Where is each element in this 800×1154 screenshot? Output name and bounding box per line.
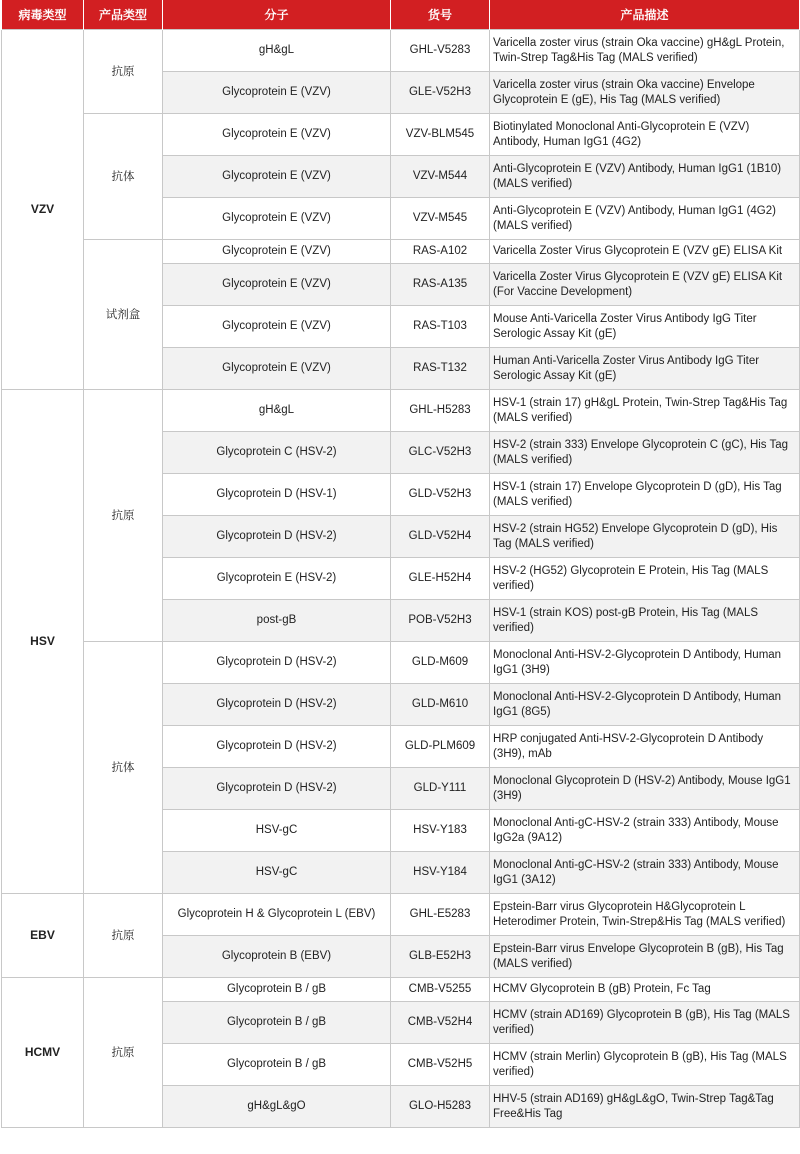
catalog-no-cell: POB-V52H3: [391, 600, 490, 642]
description-cell: Anti-Glycoprotein E (VZV) Antibody, Human IgG1 (4G2) (MALS verified): [490, 198, 800, 240]
molecule-cell: Glycoprotein E (VZV): [163, 114, 391, 156]
description-cell: HSV-1 (strain KOS) post-gB Protein, His Tag (MALS verified): [490, 600, 800, 642]
catalog-no-cell: RAS-T103: [391, 306, 490, 348]
molecule-cell: Glycoprotein E (VZV): [163, 240, 391, 264]
molecule-cell: Glycoprotein E (VZV): [163, 72, 391, 114]
catalog-no-cell: VZV-M544: [391, 156, 490, 198]
molecule-cell: gH&gL: [163, 390, 391, 432]
catalog-no-cell: GHL-E5283: [391, 894, 490, 936]
molecule-cell: HSV-gC: [163, 852, 391, 894]
description-cell: HSV-1 (strain 17) gH&gL Protein, Twin-Strep Tag&His Tag (MALS verified): [490, 390, 800, 432]
header-product-type: 产品类型: [84, 0, 163, 30]
description-cell: HRP conjugated Anti-HSV-2-Glycoprotein D Antibody (3H9), mAb: [490, 726, 800, 768]
catalog-no-cell: HSV-Y183: [391, 810, 490, 852]
description-cell: Monoclonal Anti-gC-HSV-2 (strain 333) Antibody, Mouse IgG1 (3A12): [490, 852, 800, 894]
description-cell: Varicella zoster virus (strain Oka vaccine) Envelope Glycoprotein E (gE), His Tag (MALS verified): [490, 72, 800, 114]
molecule-cell: Glycoprotein E (VZV): [163, 348, 391, 390]
description-cell: Varicella Zoster Virus Glycoprotein E (VZV gE) ELISA Kit: [490, 240, 800, 264]
header-catalog-no: 货号: [391, 0, 490, 30]
molecule-cell: Glycoprotein E (VZV): [163, 198, 391, 240]
molecule-cell: Glycoprotein D (HSV-2): [163, 516, 391, 558]
description-cell: Varicella Zoster Virus Glycoprotein E (VZV gE) ELISA Kit (For Vaccine Development): [490, 264, 800, 306]
description-cell: Epstein-Barr virus Glycoprotein H&Glycoprotein L Heterodimer Protein, Twin-Strep&His Tag (MALS verified): [490, 894, 800, 936]
molecule-cell: Glycoprotein H & Glycoprotein L (EBV): [163, 894, 391, 936]
molecule-cell: Glycoprotein D (HSV-2): [163, 726, 391, 768]
catalog-no-cell: RAS-A135: [391, 264, 490, 306]
catalog-no-cell: GHL-H5283: [391, 390, 490, 432]
catalog-no-cell: VZV-BLM545: [391, 114, 490, 156]
molecule-cell: Glycoprotein E (VZV): [163, 156, 391, 198]
catalog-no-cell: GLE-H52H4: [391, 558, 490, 600]
virus-type-cell: EBV: [2, 894, 84, 978]
molecule-cell: Glycoprotein B / gB: [163, 978, 391, 1002]
header-row: [2, 0, 800, 30]
molecule-cell: Glycoprotein E (VZV): [163, 264, 391, 306]
catalog-no-cell: GLE-V52H3: [391, 72, 490, 114]
description-cell: HSV-2 (HG52) Glycoprotein E Protein, His Tag (MALS verified): [490, 558, 800, 600]
molecule-cell: Glycoprotein D (HSV-2): [163, 642, 391, 684]
molecule-cell: gH&gL&gO: [163, 1086, 391, 1128]
description-cell: Monoclonal Anti-HSV-2-Glycoprotein D Antibody, Human IgG1 (8G5): [490, 684, 800, 726]
description-cell: HCMV Glycoprotein B (gB) Protein, Fc Tag: [490, 978, 800, 1002]
header-molecule: 分子: [163, 0, 391, 30]
catalog-no-cell: GLD-V52H3: [391, 474, 490, 516]
molecule-cell: HSV-gC: [163, 810, 391, 852]
description-cell: HSV-2 (strain HG52) Envelope Glycoprotein D (gD), His Tag (MALS verified): [490, 516, 800, 558]
catalog-no-cell: GLO-H5283: [391, 1086, 490, 1128]
catalog-no-cell: CMB-V5255: [391, 978, 490, 1002]
description-cell: HCMV (strain Merlin) Glycoprotein B (gB), His Tag (MALS verified): [490, 1044, 800, 1086]
product-type-cell: 抗原: [84, 30, 163, 114]
description-cell: Epstein-Barr virus Envelope Glycoprotein B (gB), His Tag (MALS verified): [490, 936, 800, 978]
description-cell: Biotinylated Monoclonal Anti-Glycoprotein E (VZV) Antibody, Human IgG1 (4G2): [490, 114, 800, 156]
description-cell: HSV-1 (strain 17) Envelope Glycoprotein D (gD), His Tag (MALS verified): [490, 474, 800, 516]
description-cell: Monoclonal Glycoprotein D (HSV-2) Antibody, Mouse IgG1 (3H9): [490, 768, 800, 810]
header-description: 产品描述: [490, 0, 800, 30]
catalog-no-cell: VZV-M545: [391, 198, 490, 240]
product-type-cell: 抗原: [84, 978, 163, 1128]
description-cell: HSV-2 (strain 333) Envelope Glycoprotein C (gC), His Tag (MALS verified): [490, 432, 800, 474]
product-type-cell: 试剂盒: [84, 240, 163, 390]
product-type-cell: 抗原: [84, 390, 163, 642]
table-row: [2, 240, 800, 264]
catalog-no-cell: CMB-V52H4: [391, 1002, 490, 1044]
product-type-cell: 抗原: [84, 894, 163, 978]
table-row: [2, 894, 800, 936]
virus-type-cell: HSV: [2, 390, 84, 894]
table-row: [2, 390, 800, 432]
molecule-cell: Glycoprotein B (EBV): [163, 936, 391, 978]
table-row: [2, 30, 800, 72]
catalog-no-cell: GLC-V52H3: [391, 432, 490, 474]
table-row: [2, 642, 800, 684]
table-body: [2, 30, 800, 1128]
description-cell: Monoclonal Anti-gC-HSV-2 (strain 333) Antibody, Mouse IgG2a (9A12): [490, 810, 800, 852]
virus-type-cell: VZV: [2, 30, 84, 390]
catalog-no-cell: GLD-Y111: [391, 768, 490, 810]
molecule-cell: post-gB: [163, 600, 391, 642]
description-cell: HHV-5 (strain AD169) gH&gL&gO, Twin-Strep Tag&Tag Free&His Tag: [490, 1086, 800, 1128]
table-row: [2, 978, 800, 1002]
molecule-cell: Glycoprotein C (HSV-2): [163, 432, 391, 474]
description-cell: HCMV (strain AD169) Glycoprotein B (gB), His Tag (MALS verified): [490, 1002, 800, 1044]
product-table: [1, 0, 800, 1128]
molecule-cell: Glycoprotein D (HSV-2): [163, 684, 391, 726]
molecule-cell: Glycoprotein E (HSV-2): [163, 558, 391, 600]
catalog-no-cell: GLB-E52H3: [391, 936, 490, 978]
molecule-cell: gH&gL: [163, 30, 391, 72]
description-cell: Varicella zoster virus (strain Oka vaccine) gH&gL Protein, Twin-Strep Tag&His Tag (MALS verified): [490, 30, 800, 72]
description-cell: Anti-Glycoprotein E (VZV) Antibody, Human IgG1 (1B10) (MALS verified): [490, 156, 800, 198]
molecule-cell: Glycoprotein D (HSV-2): [163, 768, 391, 810]
product-type-cell: 抗体: [84, 114, 163, 240]
catalog-no-cell: GLD-V52H4: [391, 516, 490, 558]
table-row: [2, 114, 800, 156]
catalog-no-cell: GLD-PLM609: [391, 726, 490, 768]
description-cell: Human Anti-Varicella Zoster Virus Antibody IgG Titer Serologic Assay Kit (gE): [490, 348, 800, 390]
molecule-cell: Glycoprotein B / gB: [163, 1044, 391, 1086]
description-cell: Mouse Anti-Varicella Zoster Virus Antibody IgG Titer Serologic Assay Kit (gE): [490, 306, 800, 348]
catalog-no-cell: GLD-M610: [391, 684, 490, 726]
catalog-no-cell: CMB-V52H5: [391, 1044, 490, 1086]
catalog-no-cell: GLD-M609: [391, 642, 490, 684]
catalog-no-cell: RAS-T132: [391, 348, 490, 390]
product-type-cell: 抗体: [84, 642, 163, 894]
description-cell: Monoclonal Anti-HSV-2-Glycoprotein D Antibody, Human IgG1 (3H9): [490, 642, 800, 684]
molecule-cell: Glycoprotein E (VZV): [163, 306, 391, 348]
catalog-no-cell: RAS-A102: [391, 240, 490, 264]
virus-type-cell: HCMV: [2, 978, 84, 1128]
catalog-no-cell: HSV-Y184: [391, 852, 490, 894]
header-virus-type: 病毒类型: [2, 0, 84, 30]
molecule-cell: Glycoprotein D (HSV-1): [163, 474, 391, 516]
catalog-no-cell: GHL-V5283: [391, 30, 490, 72]
molecule-cell: Glycoprotein B / gB: [163, 1002, 391, 1044]
